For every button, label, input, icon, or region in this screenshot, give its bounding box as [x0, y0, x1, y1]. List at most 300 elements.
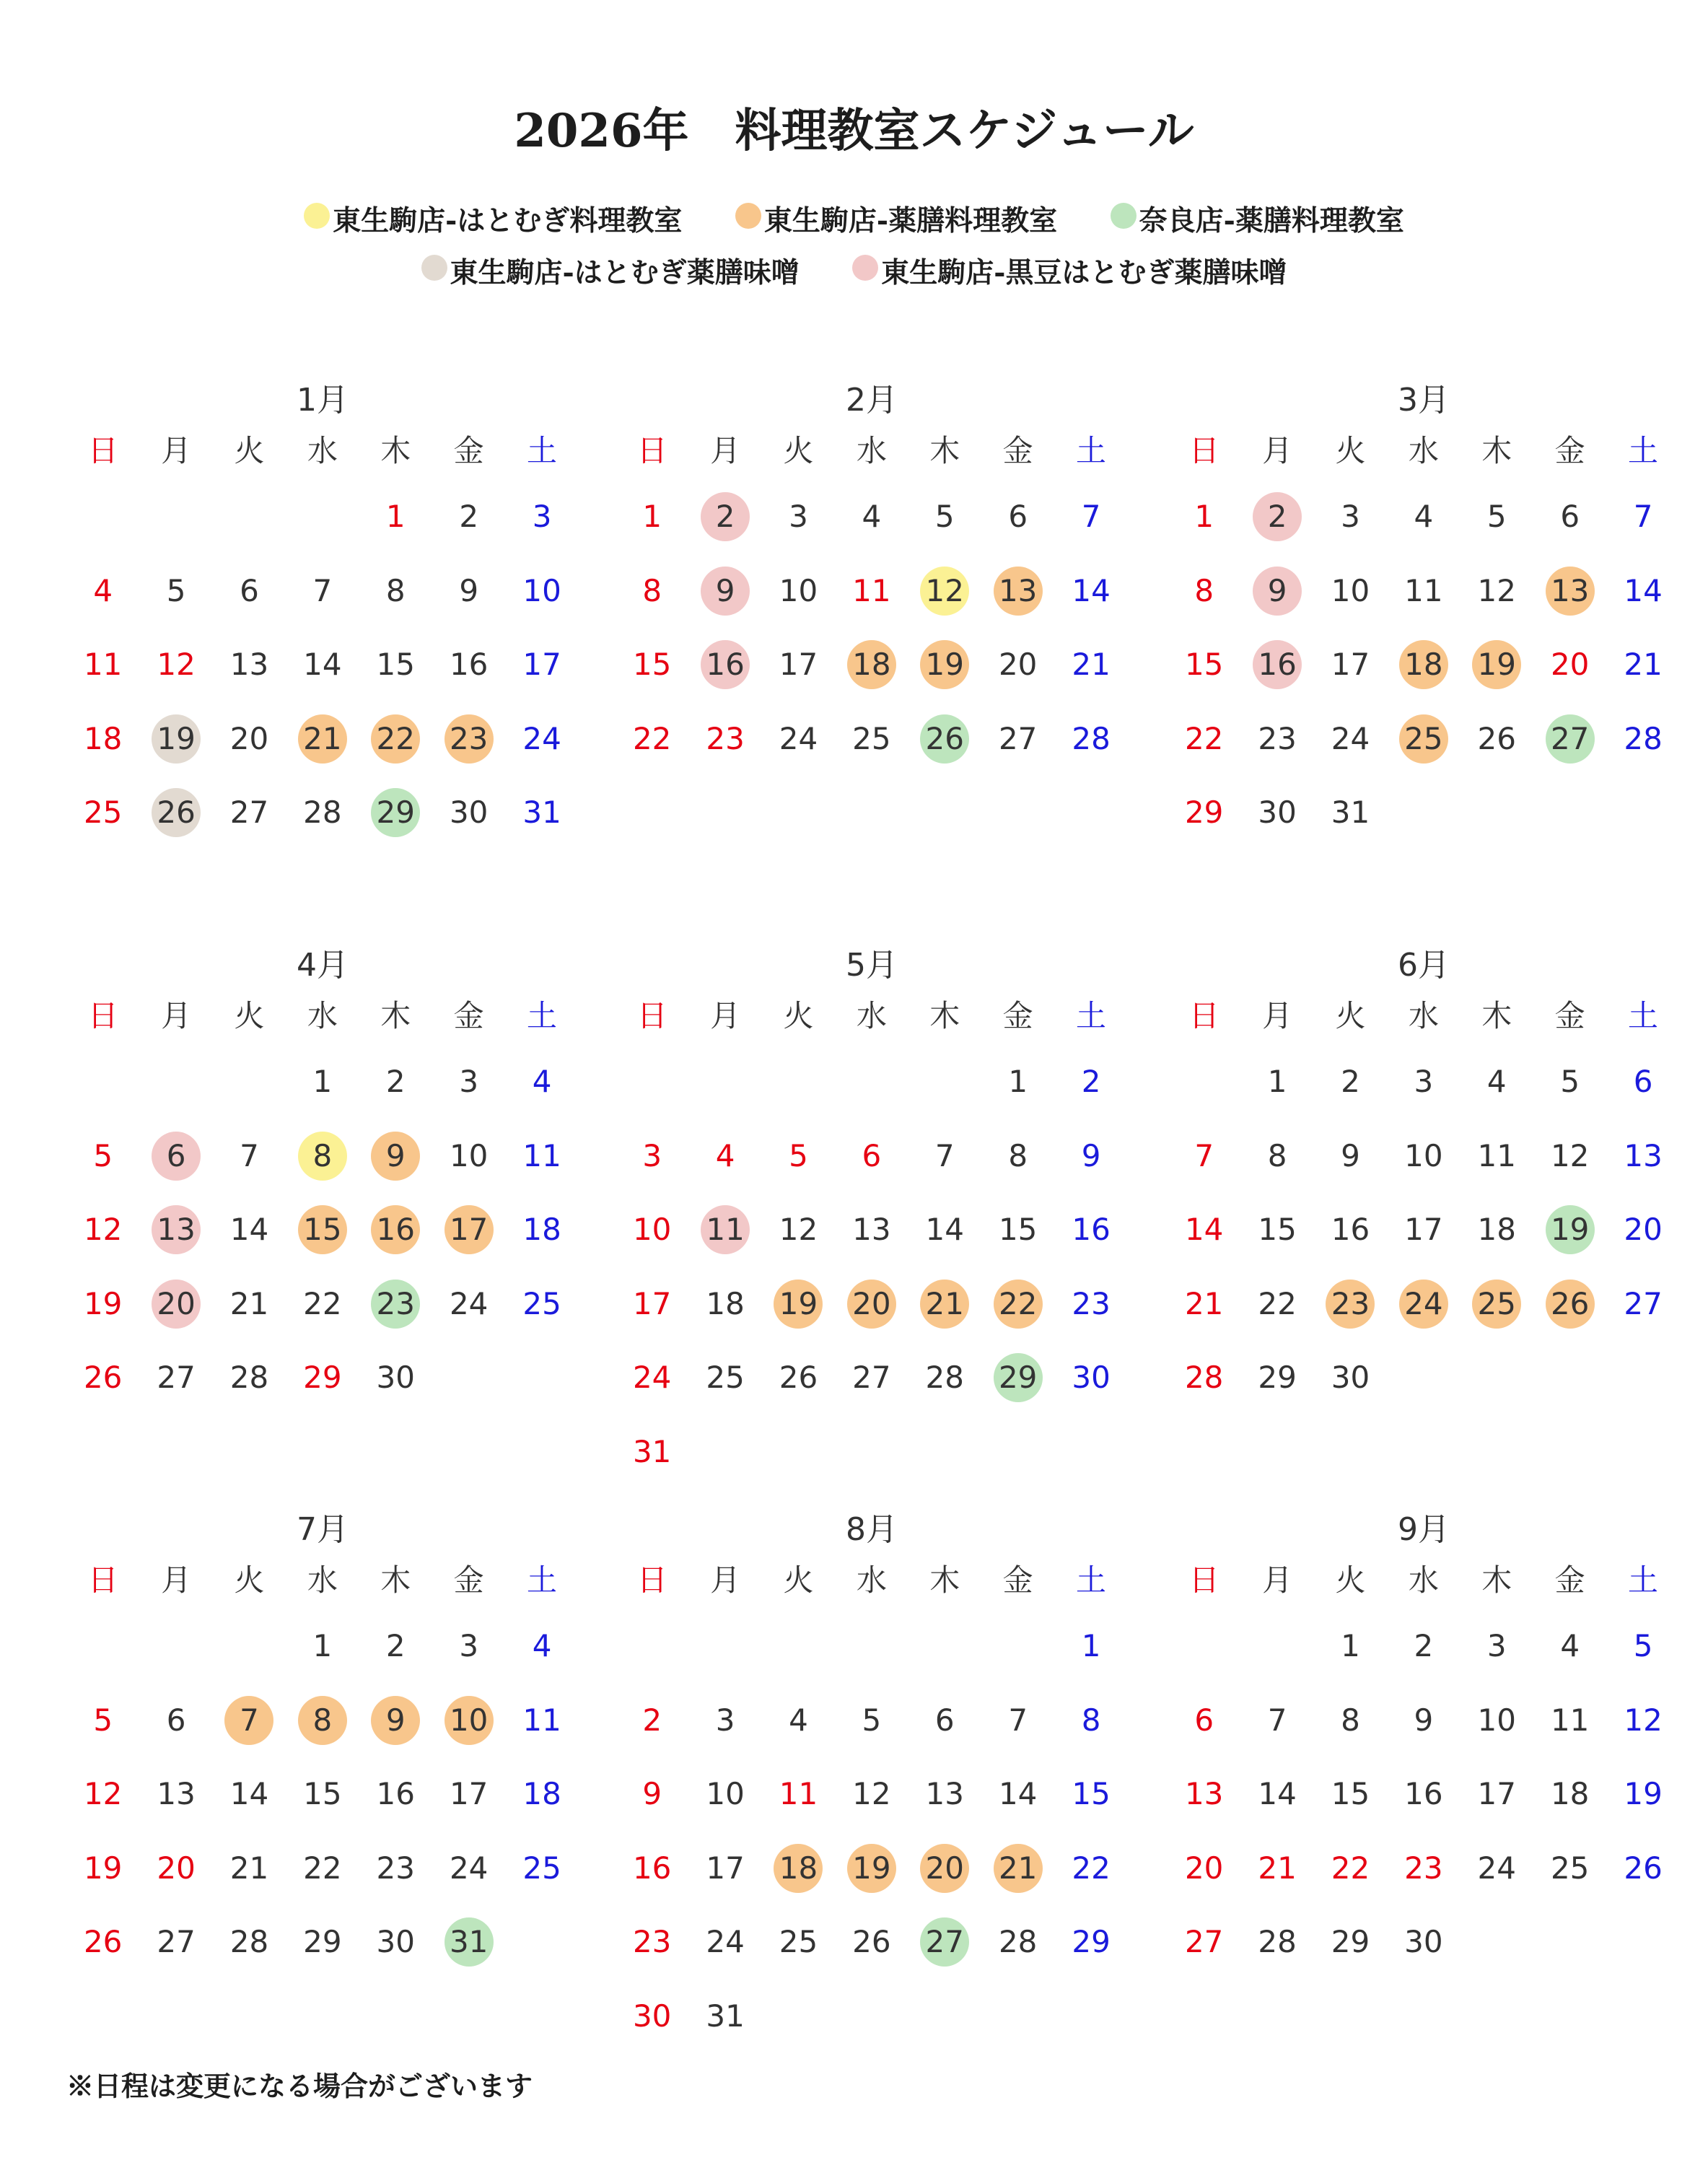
day-number: 31	[1331, 795, 1370, 831]
day-cell	[517, 1132, 566, 1181]
calendar-day	[1240, 702, 1313, 777]
day-number: 11	[706, 1212, 745, 1248]
day-cell	[517, 714, 566, 764]
day-cell	[628, 1770, 677, 1819]
day-number: 30	[376, 1924, 415, 1960]
day-number: 9	[385, 1702, 406, 1738]
day-number: 25	[706, 1360, 745, 1396]
day-cell	[1546, 1057, 1595, 1106]
weekday-label: 日	[87, 433, 118, 468]
day-number: 8	[312, 1137, 333, 1173]
day-number: 20	[157, 1285, 196, 1321]
event-marker	[1546, 1205, 1595, 1254]
day-cell	[1326, 1917, 1375, 1967]
day-number: 22	[303, 1850, 342, 1886]
day-number: 14	[925, 1212, 964, 1248]
calendar-day	[1533, 1045, 1606, 1119]
day-cell	[1472, 1844, 1521, 1893]
day-number: 26	[157, 795, 196, 831]
day-number: 28	[1624, 720, 1663, 756]
calendar-day	[359, 776, 432, 850]
day-cell	[1326, 788, 1375, 837]
day-number: 19	[1550, 1212, 1590, 1248]
day-number: 29	[303, 1924, 342, 1960]
day-number: 17	[1477, 1776, 1516, 1812]
day-number: 26	[83, 1360, 123, 1396]
calendar-day	[1314, 1757, 1387, 1832]
calendar-day	[1533, 554, 1606, 629]
calendar-day	[432, 776, 505, 850]
event-marker	[152, 1205, 201, 1254]
event-marker	[847, 1280, 896, 1329]
day-number: 8	[642, 572, 662, 608]
legend-row-2	[0, 250, 1708, 291]
calendar-day	[1240, 1832, 1313, 1906]
day-number: 4	[532, 1064, 552, 1100]
calendar-day	[432, 1045, 505, 1119]
event-marker	[994, 567, 1043, 616]
calendar-day	[1387, 1045, 1460, 1119]
weekday-label: 月	[1262, 998, 1293, 1033]
day-number: 6	[1633, 1064, 1653, 1100]
event-marker	[371, 1132, 420, 1181]
day-cell	[1472, 567, 1521, 616]
day-number: 27	[229, 795, 269, 831]
weekday-label: 日	[1188, 998, 1219, 1033]
calendar-day	[1054, 1905, 1127, 1980]
day-cell	[994, 1205, 1043, 1254]
day-number: 24	[522, 720, 561, 756]
day-number: 29	[303, 1360, 342, 1396]
day-cell	[517, 788, 566, 837]
weekday-label: 水	[856, 433, 887, 468]
day-number: 2	[1414, 1628, 1434, 1664]
calendar-day	[1240, 1905, 1313, 1980]
day-number: 23	[632, 1924, 672, 1960]
calendar-day	[213, 554, 286, 629]
calendar-day	[835, 1193, 908, 1267]
day-cell	[774, 1205, 823, 1254]
day-number: 15	[376, 647, 415, 683]
calendar-day	[213, 1193, 286, 1267]
day-number: 4	[1486, 1064, 1507, 1100]
calendar-day	[762, 1905, 835, 1980]
day-cell	[920, 1205, 969, 1254]
calendar-day	[286, 702, 359, 777]
day-number: 23	[706, 720, 745, 756]
day-cell	[1619, 1844, 1668, 1893]
event-marker	[371, 1205, 420, 1254]
day-number: 4	[532, 1628, 552, 1664]
day-cell	[1472, 1205, 1521, 1254]
day-cell	[1067, 1844, 1116, 1893]
event-marker	[152, 714, 201, 764]
calendar-day	[1054, 1045, 1127, 1119]
day-cell	[224, 1353, 273, 1402]
event-marker	[371, 1696, 420, 1745]
day-cell	[920, 1770, 969, 1819]
day-number: 8	[1341, 1702, 1360, 1738]
day-cell	[444, 788, 494, 837]
day-number: 27	[157, 1924, 196, 1960]
day-number: 27	[1550, 720, 1590, 756]
day-number: 13	[852, 1212, 891, 1248]
day-number: 10	[449, 1137, 489, 1173]
weekday-label: 水	[307, 998, 338, 1033]
day-number: 14	[1624, 572, 1663, 608]
day-cell	[701, 1992, 750, 2041]
day-number: 31	[632, 1433, 672, 1469]
event-marker	[298, 1696, 347, 1745]
day-cell	[701, 1132, 750, 1181]
calendar-day	[688, 480, 761, 554]
calendar-day	[835, 1341, 908, 1415]
month-title: 4月	[297, 947, 349, 984]
event-marker	[920, 1917, 969, 1967]
day-cell	[1399, 492, 1448, 541]
day-cell	[298, 1917, 347, 1967]
page-title: 2026年 料理教室スケジュール	[514, 104, 1194, 158]
calendar-day	[762, 1832, 835, 1906]
day-cell	[1326, 1844, 1375, 1893]
day-number: 29	[998, 1360, 1038, 1396]
calendar-day	[981, 1267, 1054, 1342]
calendar-day	[505, 1193, 578, 1267]
weekday-label: 木	[929, 998, 960, 1033]
day-cell	[1067, 1770, 1116, 1819]
day-number: 19	[157, 720, 196, 756]
weekday-header	[66, 1559, 579, 1602]
day-number: 12	[83, 1776, 123, 1812]
weekday-header	[616, 1559, 1128, 1602]
event-marker	[920, 1280, 969, 1329]
calendar-day	[688, 1341, 761, 1415]
legend-label: 奈良店-薬膳料理教室	[1139, 204, 1404, 237]
day-cell	[628, 1205, 677, 1254]
weekday-label: 火	[1335, 433, 1366, 468]
day-cell	[994, 640, 1043, 689]
day-number: 21	[925, 1285, 964, 1321]
calendar-day	[1606, 1193, 1679, 1267]
calendar-day	[213, 628, 286, 702]
month-title: 9月	[1398, 1511, 1450, 1548]
day-number: 23	[1404, 1850, 1443, 1886]
day-number: 2	[642, 1702, 662, 1738]
day-number: 6	[1560, 499, 1580, 535]
day-cell	[79, 714, 128, 764]
calendar-day	[762, 1267, 835, 1342]
calendar-day	[981, 1832, 1054, 1906]
day-number: 1	[312, 1628, 333, 1664]
day-number: 11	[1404, 572, 1443, 608]
day-number: 22	[998, 1285, 1038, 1321]
day-number: 7	[1194, 1137, 1214, 1173]
day-number: 11	[83, 647, 123, 683]
calendar-day	[432, 628, 505, 702]
day-cell	[79, 640, 128, 689]
weekday-label: 金	[1554, 433, 1585, 468]
calendar-day	[835, 628, 908, 702]
day-number: 14	[1072, 572, 1111, 608]
calendar-day	[1240, 1193, 1313, 1267]
weekday-label: 木	[380, 998, 411, 1033]
day-number: 4	[789, 1702, 808, 1738]
day-number: 26	[83, 1924, 123, 1960]
day-cell	[1399, 1770, 1448, 1819]
day-number: 20	[229, 720, 269, 756]
day-number: 27	[1624, 1285, 1663, 1321]
day-number: 7	[240, 1137, 259, 1173]
day-number: 14	[229, 1212, 269, 1248]
calendar-day	[1533, 1684, 1606, 1758]
calendar-day	[359, 1832, 432, 1906]
day-number: 12	[1477, 572, 1516, 608]
day-number: 19	[852, 1850, 891, 1886]
calendar-day	[981, 628, 1054, 702]
day-cell	[994, 1917, 1043, 1967]
weekday-label: 土	[1076, 1562, 1107, 1598]
day-cell	[774, 1132, 823, 1181]
day-cell	[1326, 1205, 1375, 1254]
day-number: 1	[385, 499, 406, 535]
month-title: 1月	[297, 382, 349, 419]
day-number: 9	[642, 1776, 662, 1812]
day-cell	[1180, 1205, 1229, 1254]
day-cell	[371, 1770, 420, 1819]
day-number: 11	[779, 1776, 818, 1812]
day-cell	[517, 1696, 566, 1745]
day-cell	[1253, 788, 1302, 837]
day-cell	[994, 1770, 1043, 1819]
calendar-day	[1606, 1832, 1679, 1906]
day-cell	[517, 1280, 566, 1329]
event-marker	[371, 788, 420, 837]
calendar-day	[139, 1684, 212, 1758]
day-number: 2	[715, 499, 735, 535]
day-number: 25	[779, 1924, 818, 1960]
calendar-day	[1533, 1609, 1606, 1684]
calendar-day	[616, 554, 688, 629]
calendar-day	[1387, 1832, 1460, 1906]
calendar-day	[908, 480, 981, 554]
day-number: 13	[157, 1776, 196, 1812]
calendar-day	[1314, 1045, 1387, 1119]
day-cell	[1619, 714, 1668, 764]
day-cell	[1180, 714, 1229, 764]
event-marker	[371, 714, 420, 764]
day-number: 22	[1331, 1850, 1370, 1886]
day-cell	[371, 1057, 420, 1106]
weekday-label: 火	[783, 1562, 814, 1598]
day-number: 6	[862, 1137, 882, 1173]
day-cell	[628, 1696, 677, 1745]
day-cell	[1067, 492, 1116, 541]
day-number: 17	[522, 647, 561, 683]
calendar-day	[1460, 1045, 1533, 1119]
calendar-day	[835, 1267, 908, 1342]
day-cell	[371, 1353, 420, 1402]
calendar-day	[1054, 1193, 1127, 1267]
calendar-day	[1240, 554, 1313, 629]
event-marker	[298, 1132, 347, 1181]
calendar-day	[1054, 628, 1127, 702]
weekday-label: 金	[1002, 1562, 1033, 1598]
calendar-day	[616, 1757, 688, 1832]
day-number: 17	[632, 1285, 672, 1321]
day-number: 7	[240, 1702, 259, 1738]
day-cell	[1253, 1844, 1302, 1893]
legend-item-hatomugi	[304, 198, 682, 239]
month-title: 7月	[297, 1511, 349, 1548]
weekday-label: 日	[1188, 433, 1219, 468]
weekday-label: 日	[87, 1562, 118, 1598]
day-number: 31	[706, 1998, 745, 2034]
day-number: 18	[522, 1776, 561, 1812]
calendar-day	[688, 1684, 761, 1758]
legend-dot-icon	[421, 255, 447, 281]
day-cell	[1619, 1622, 1668, 1671]
legend-item-miso	[421, 250, 800, 291]
day-number: 27	[1184, 1924, 1224, 1960]
calendar-day	[505, 1119, 578, 1194]
weekday-label: 土	[1076, 998, 1107, 1033]
day-cell	[847, 1770, 896, 1819]
weekday-label: 月	[161, 1562, 192, 1598]
weekday-header	[1168, 1559, 1680, 1602]
day-number: 12	[852, 1776, 891, 1812]
day-cell	[701, 1280, 750, 1329]
day-number: 4	[1414, 499, 1434, 535]
calendar-day	[1606, 1609, 1679, 1684]
calendar-day	[286, 1119, 359, 1194]
day-cell	[920, 1132, 969, 1181]
day-cell	[994, 492, 1043, 541]
day-number: 5	[1486, 499, 1507, 535]
day-number: 16	[632, 1850, 672, 1886]
day-number: 10	[632, 1212, 672, 1248]
day-cell	[517, 640, 566, 689]
day-number: 26	[1477, 720, 1516, 756]
day-number: 15	[1258, 1212, 1297, 1248]
calendar-day	[1460, 554, 1533, 629]
day-number: 4	[715, 1137, 735, 1173]
calendar-day	[616, 702, 688, 777]
day-number: 24	[1477, 1850, 1516, 1886]
calendar-day	[139, 1905, 212, 1980]
calendar-day	[616, 480, 688, 554]
day-cell	[847, 1132, 896, 1181]
calendar-day	[981, 554, 1054, 629]
day-number: 3	[1486, 1628, 1507, 1664]
calendar-day	[908, 1757, 981, 1832]
weekday-label: 金	[1002, 998, 1033, 1033]
day-number: 28	[998, 1924, 1038, 1960]
calendar-day	[688, 1193, 761, 1267]
day-cell	[152, 640, 201, 689]
calendar-day	[908, 554, 981, 629]
day-cell	[920, 492, 969, 541]
calendar-day	[1240, 776, 1313, 850]
calendar-day	[213, 776, 286, 850]
day-cell	[701, 1917, 750, 1967]
day-cell	[224, 1205, 273, 1254]
calendar-day	[1054, 480, 1127, 554]
calendar-day	[139, 1193, 212, 1267]
day-number: 28	[1258, 1924, 1297, 1960]
calendar-day	[505, 1267, 578, 1342]
day-cell	[79, 1205, 128, 1254]
day-cell	[152, 1696, 201, 1745]
day-number: 17	[1404, 1212, 1443, 1248]
day-cell	[1619, 640, 1668, 689]
calendar-day	[762, 1757, 835, 1832]
day-number: 11	[522, 1702, 561, 1738]
day-cell	[517, 492, 566, 541]
day-cell	[371, 1844, 420, 1893]
day-number: 26	[1624, 1850, 1663, 1886]
day-cell	[224, 567, 273, 616]
calendar-day	[981, 1045, 1054, 1119]
day-cell	[1399, 1622, 1448, 1671]
day-number: 15	[632, 647, 672, 683]
weekday-label: 水	[1408, 1562, 1439, 1598]
calendar-day	[835, 1119, 908, 1194]
day-number: 18	[1550, 1776, 1590, 1812]
calendar-day	[66, 1905, 139, 1980]
day-number: 20	[925, 1850, 964, 1886]
calendar-day	[1168, 702, 1240, 777]
day-cell	[1546, 640, 1595, 689]
event-marker	[1472, 1280, 1521, 1329]
day-number: 25	[522, 1285, 561, 1321]
day-number: 5	[934, 499, 955, 535]
calendar-day	[835, 1832, 908, 1906]
legend-dot-icon	[852, 255, 878, 281]
day-number: 14	[998, 1776, 1038, 1812]
calendar-day	[1054, 554, 1127, 629]
calendar-day	[359, 1905, 432, 1980]
day-cell	[1180, 640, 1229, 689]
calendar-day	[139, 1119, 212, 1194]
day-number: 20	[998, 647, 1038, 683]
calendar-day	[908, 702, 981, 777]
calendar-day	[1240, 1684, 1313, 1758]
day-cell	[994, 1057, 1043, 1106]
day-cell	[444, 567, 494, 616]
event-marker	[1472, 640, 1521, 689]
day-number: 22	[632, 720, 672, 756]
day-number: 21	[229, 1285, 269, 1321]
day-cell	[1180, 1844, 1229, 1893]
calendar-day	[505, 1045, 578, 1119]
day-number: 7	[1267, 1702, 1287, 1738]
calendar-day	[139, 1832, 212, 1906]
day-cell	[774, 1770, 823, 1819]
calendar-day	[1054, 1757, 1127, 1832]
calendar-day	[359, 1684, 432, 1758]
day-cell	[628, 1353, 677, 1402]
day-number: 17	[449, 1776, 489, 1812]
day-number: 31	[522, 795, 561, 831]
calendar-day	[1168, 1341, 1240, 1415]
day-cell	[920, 1353, 969, 1402]
calendar-day	[1460, 1757, 1533, 1832]
day-cell	[152, 1844, 201, 1893]
weekday-label: 木	[380, 1562, 411, 1598]
day-number: 12	[83, 1212, 123, 1248]
day-number: 16	[1404, 1776, 1443, 1812]
event-marker	[774, 1844, 823, 1893]
